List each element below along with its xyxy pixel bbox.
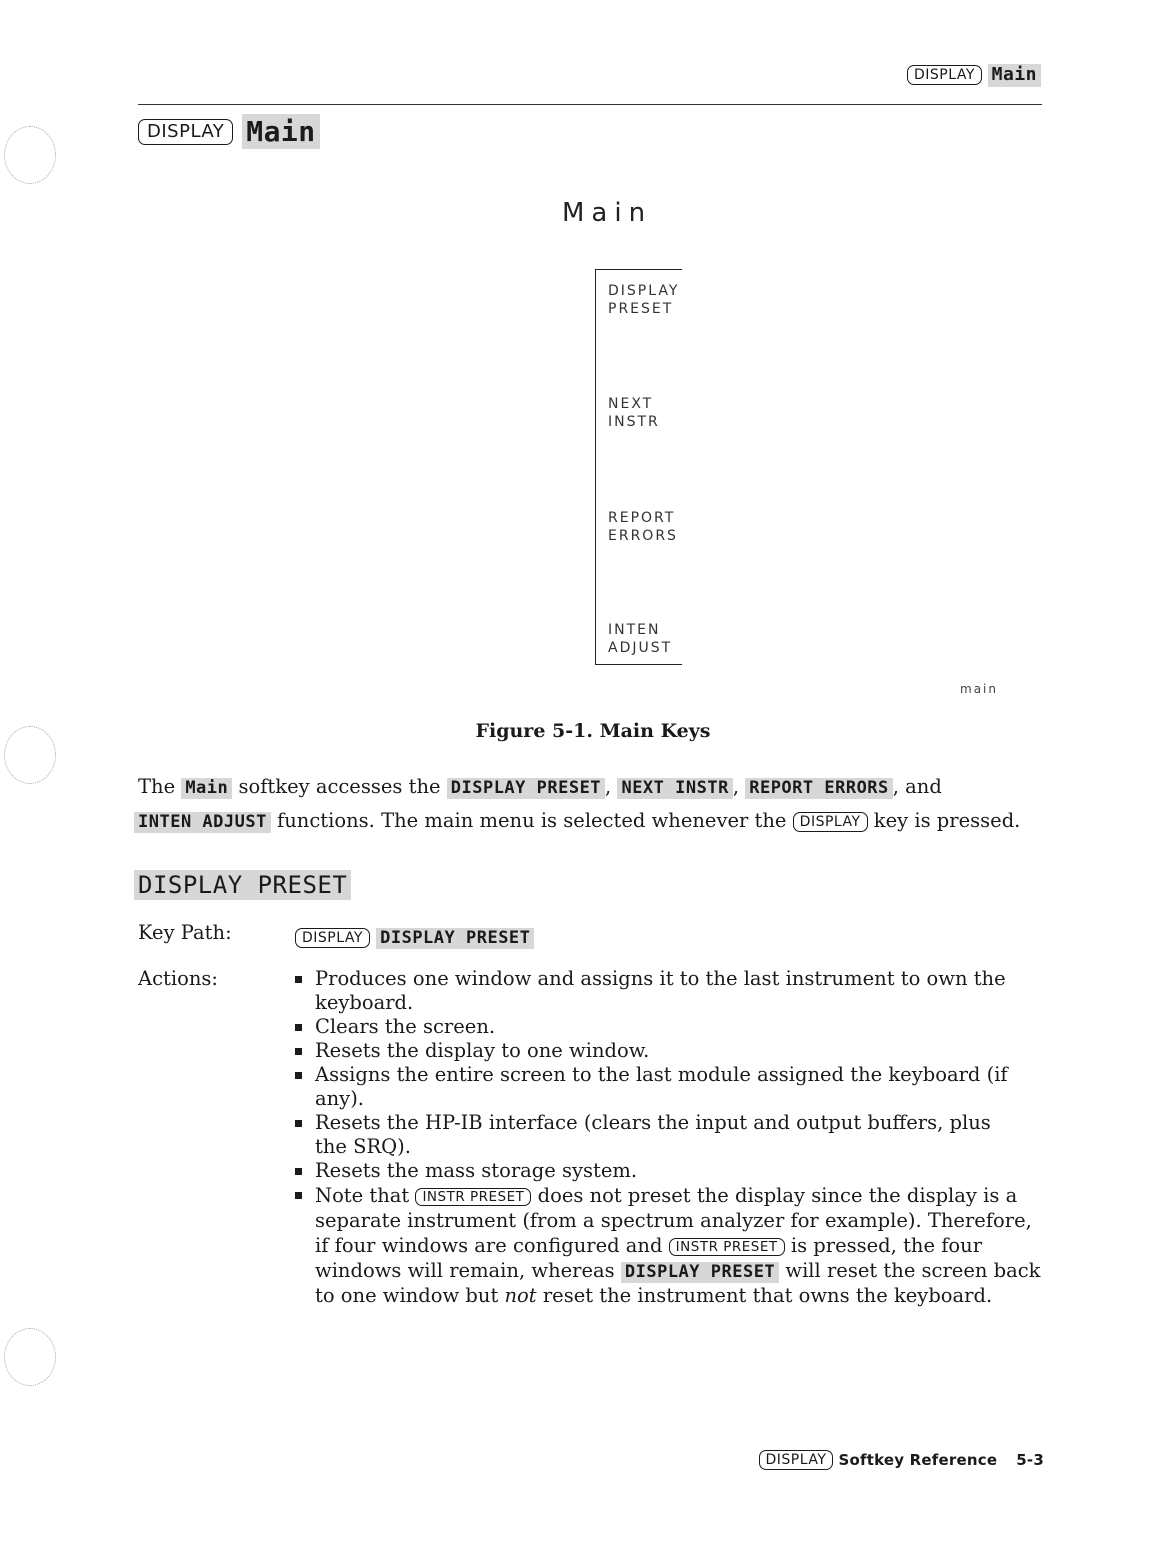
action-item xyxy=(291,1015,1051,1039)
action-item xyxy=(291,1111,1051,1159)
action-text: reset the instrument that owns the keyboard. xyxy=(542,1284,993,1308)
action-item xyxy=(291,1159,1051,1183)
header-main-softkey: Main xyxy=(988,64,1041,87)
menu-item-line: NEXT xyxy=(608,396,654,412)
section-title xyxy=(138,114,320,149)
running-header xyxy=(907,64,1041,87)
menu-item-next-instr xyxy=(608,395,660,431)
key-path-value xyxy=(295,925,534,949)
display-hardkey-ref: DISPLAY xyxy=(793,812,868,832)
instr-preset-hardkey-ref: INSTR PRESET xyxy=(669,1238,785,1256)
section-main-softkey: Main xyxy=(242,114,319,149)
menu-item-inten-adjust xyxy=(608,621,672,657)
figure-caption: Figure 5-1. Main Keys xyxy=(475,720,711,742)
bullet-icon xyxy=(295,976,302,983)
bullet-icon xyxy=(295,1048,302,1055)
display-preset-softkey-ref: DISPLAY PRESET xyxy=(621,1262,779,1283)
menu-item-line: INSTR xyxy=(608,414,660,430)
menu-item-line: ERRORS xyxy=(608,528,678,544)
display-preset-heading: DISPLAY PRESET xyxy=(134,870,351,900)
menu-title: Main xyxy=(562,198,653,228)
key-path-label: Key Path: xyxy=(138,921,232,944)
section-display-key: DISPLAY xyxy=(138,119,233,145)
punch-hole xyxy=(4,126,56,184)
menu-item-display-preset xyxy=(608,282,679,318)
menu-item-line: REPORT xyxy=(608,510,676,526)
intro-paragraph xyxy=(138,775,1043,833)
action-text: Note that xyxy=(315,1184,410,1207)
intro-line-1 xyxy=(138,775,1043,809)
emphasis-text: not xyxy=(504,1284,537,1308)
header-display-key: DISPLAY xyxy=(907,65,982,85)
intro-text: , and xyxy=(892,775,942,798)
next-instr-softkey-ref: NEXT INSTR xyxy=(617,778,732,799)
main-softkey-ref: Main xyxy=(181,778,232,799)
key-path-display-preset-softkey: DISPLAY PRESET xyxy=(376,928,534,949)
action-item xyxy=(291,1039,1051,1063)
key-path-display-hardkey: DISPLAY xyxy=(295,928,370,948)
action-text: Resets the mass storage system. xyxy=(315,1159,638,1182)
menu-item-line: INTEN xyxy=(608,622,661,638)
punch-hole xyxy=(4,1328,56,1386)
action-text: is pressed, the four windows will remain, whereas xyxy=(315,1234,983,1282)
inten-adjust-softkey-ref: INTEN ADJUST xyxy=(134,812,271,833)
softkey-menu-figure xyxy=(595,269,682,665)
actions-label: Actions: xyxy=(138,967,218,990)
action-item-note xyxy=(291,1183,1051,1308)
header-rule xyxy=(138,104,1042,105)
intro-text: softkey accesses the xyxy=(238,775,441,798)
footer-display-key: DISPLAY xyxy=(759,1450,834,1470)
report-errors-softkey-ref: REPORT ERRORS xyxy=(745,778,893,799)
menu-item-report-errors xyxy=(608,509,678,545)
bullet-icon xyxy=(295,1072,302,1079)
action-text: Resets the display to one window. xyxy=(315,1039,650,1062)
page-number: 5-3 xyxy=(1016,1451,1044,1469)
bullet-icon xyxy=(295,1192,302,1199)
action-text: Clears the screen. xyxy=(315,1015,496,1038)
menu-item-line: PRESET xyxy=(608,301,674,317)
action-item xyxy=(291,1063,1051,1111)
intro-line-2 xyxy=(138,809,1043,833)
menu-item-line: ADJUST xyxy=(608,640,673,656)
action-text: does not preset the display since the display is a separate instrument (from a spectrum analyzer for example). Therefore, if four windows are configured and xyxy=(315,1184,1032,1257)
intro-text: functions. The main menu is selected whenever the xyxy=(277,809,787,832)
action-text: Resets the HP-IB interface (clears the input and output buffers, plus the SRQ). xyxy=(315,1111,991,1158)
intro-text: , xyxy=(605,775,612,798)
actions-list xyxy=(291,967,1051,1308)
intro-text: , xyxy=(732,775,740,798)
display-preset-softkey-ref: DISPLAY PRESET xyxy=(447,778,605,799)
intro-text: The xyxy=(138,775,176,798)
intro-text: key is pressed. xyxy=(873,809,1021,832)
figure-file-label: main xyxy=(960,682,998,696)
page-footer xyxy=(759,1450,1045,1470)
bullet-icon xyxy=(295,1168,302,1175)
bullet-icon xyxy=(295,1120,302,1127)
action-item xyxy=(291,967,1051,1015)
bullet-icon xyxy=(295,1024,302,1031)
subsection-heading xyxy=(138,870,351,900)
action-text: will reset the screen back to one window but xyxy=(315,1259,1041,1308)
menu-item-line: DISPLAY xyxy=(608,283,680,299)
footer-title: Softkey Reference xyxy=(838,1451,998,1469)
action-text: Produces one window and assigns it to the last instrument to own the keyboard. xyxy=(315,967,1006,1014)
instr-preset-hardkey-ref: INSTR PRESET xyxy=(415,1188,531,1206)
action-text: Assigns the entire screen to the last module assigned the keyboard (if any). xyxy=(315,1063,1008,1110)
